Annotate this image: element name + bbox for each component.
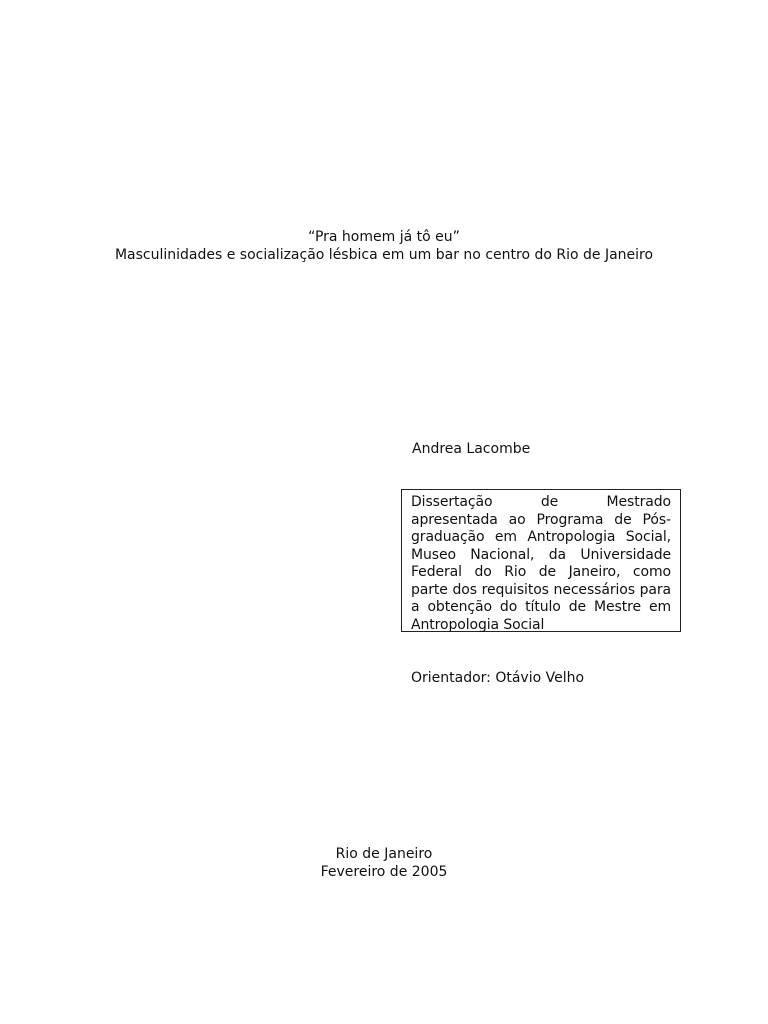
advisor-line: Orientador: Otávio Velho xyxy=(411,670,585,686)
footer-block xyxy=(0,845,768,881)
statement-box xyxy=(401,489,681,632)
footer-city: Rio de Janeiro xyxy=(335,846,433,862)
document-title: “Pra homem já tô eu” xyxy=(308,229,460,245)
statement-text: Dissertação de Mestrado apresentada ao Programa de Pós-graduação em Antropologia Social, Museo Nacional, da Universidade Federal do Rio de Janeiro, como parte dos requisitos necessários para a obtenção do título de Mestre em Antropologia Social xyxy=(411,494,671,633)
footer-date: Fevereiro de 2005 xyxy=(320,864,448,880)
author-name: Andrea Lacombe xyxy=(412,441,531,457)
title-block xyxy=(0,228,768,264)
document-subtitle: Masculinidades e socialização lésbica em um bar no centro do Rio de Janeiro xyxy=(114,247,654,263)
